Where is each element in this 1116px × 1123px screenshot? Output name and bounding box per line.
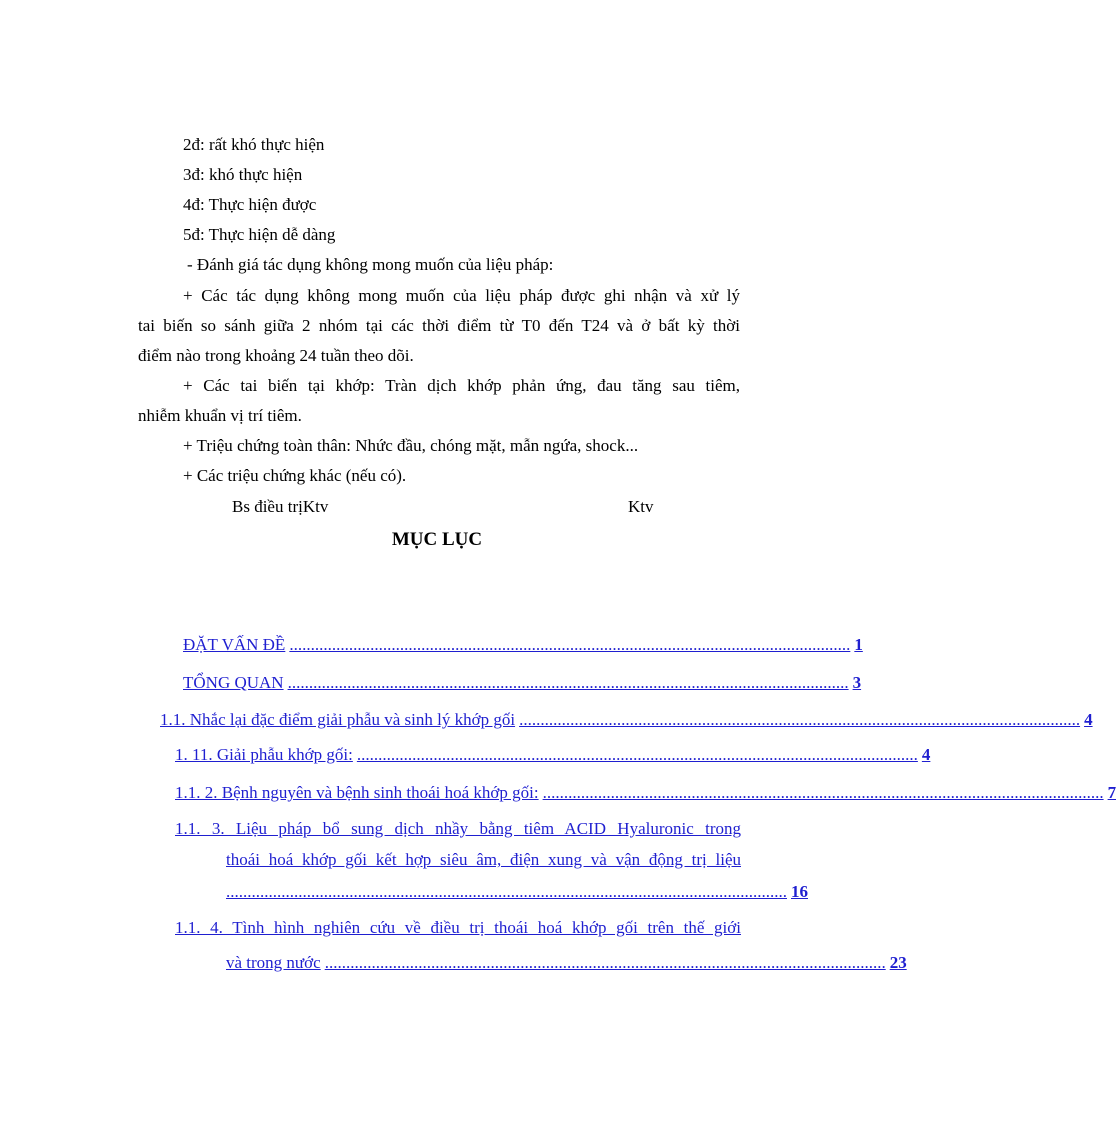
body-line: + Các tác dụng không mong muốn của liệu pháp được ghi nhận và xử lý xyxy=(183,286,740,305)
toc-entry-label: TỔNG QUAN xyxy=(183,673,284,692)
body-line: + Triệu chứng toàn thân: Nhức đầu, chóng mặt, mẫn ngứa, shock... xyxy=(183,436,639,455)
toc-entry-1-11[interactable] xyxy=(175,745,931,765)
toc-leader-dots: .................................................................................................................................... xyxy=(324,953,886,972)
toc-entry-page: 16 xyxy=(791,882,808,901)
toc-title: MỤC LỤC xyxy=(391,529,483,550)
toc-entry-page: 3 xyxy=(852,673,862,692)
toc-leader-dots: .................................................................................................................................... xyxy=(542,783,1104,802)
body-line: + Các triệu chứng khác (nếu có). xyxy=(183,466,407,485)
toc-entry-page: 7 xyxy=(1107,783,1116,802)
toc-entry-page: 1 xyxy=(854,635,863,654)
toc-entry-label: 1.1. 2. Bệnh nguyên và bệnh sinh thoái hoá khớp gối: xyxy=(175,783,539,802)
body-line: 3đ: khó thực hiện xyxy=(183,165,303,184)
body-line: - Đánh giá tác dụng không mong muốn của liệu pháp: xyxy=(187,255,554,274)
body-line: 4đ: Thực hiện được xyxy=(183,195,317,214)
toc-entry-page: 4 xyxy=(1084,710,1093,729)
signature-left: Bs điều trịKtv xyxy=(232,497,329,516)
toc-entry-tong-quan[interactable] xyxy=(183,673,862,693)
body-line: tai biến so sánh giữa 2 nhóm tại các thời điểm từ T0 đến T24 và ở bất kỳ thời xyxy=(138,316,740,335)
toc-entry-1-1-4-line2[interactable] xyxy=(226,953,907,973)
body-line: nhiễm khuẩn vị trí tiêm. xyxy=(138,406,302,425)
toc-leader-dots: .................................................................................................................................... xyxy=(226,882,787,901)
toc-entry-page: 23 xyxy=(889,953,907,972)
toc-leader-dots: .................................................................................................................................... xyxy=(519,710,1081,729)
toc-leader-dots: .................................................................................................................................... xyxy=(356,745,918,764)
toc-entry-1-1[interactable] xyxy=(160,710,1093,730)
signature-right: Ktv xyxy=(628,497,654,516)
toc-entry-label: và trong nước xyxy=(226,953,321,972)
toc-entry-1-1-4-line1[interactable]: 1.1. 4. Tình hình nghiên cứu về điều trị thoái hoá khớp gối trên thế giới xyxy=(175,918,741,937)
toc-entry-label: ĐẶT VẤN ĐỀ xyxy=(183,635,286,654)
toc-entry-1-1-3-line2[interactable]: thoái hoá khớp gối kết hợp siêu âm, điện xung và vận động trị liệu xyxy=(226,850,741,869)
body-line: điểm nào trong khoảng 24 tuần theo dõi. xyxy=(138,346,414,365)
toc-entry-1-1-3-page-line[interactable] xyxy=(226,882,808,902)
toc-entry-1-1-3-line1[interactable]: 1.1. 3. Liệu pháp bổ sung dịch nhầy bằng tiêm ACID Hyaluronic trong xyxy=(175,819,741,838)
toc-entry-1-1-2[interactable] xyxy=(175,783,1116,803)
toc-entry-page: 4 xyxy=(921,745,931,764)
body-line: 2đ: rất khó thực hiện xyxy=(183,135,325,154)
body-line: 5đ: Thực hiện dễ dàng xyxy=(183,225,336,244)
toc-leader-dots: .................................................................................................................................... xyxy=(287,673,849,692)
body-line: + Các tai biến tại khớp: Tràn dịch khớp phản ứng, đau tăng sau tiêm, xyxy=(183,376,740,395)
toc-entry-label: 1. 11. Giải phẫu khớp gối: xyxy=(175,745,353,764)
toc-leader-dots: .................................................................................................................................... xyxy=(289,635,851,654)
toc-entry-dat-van-de[interactable] xyxy=(183,635,863,655)
toc-entry-label: 1.1. Nhắc lại đặc điểm giải phẫu và sinh lý khớp gối xyxy=(160,710,516,729)
